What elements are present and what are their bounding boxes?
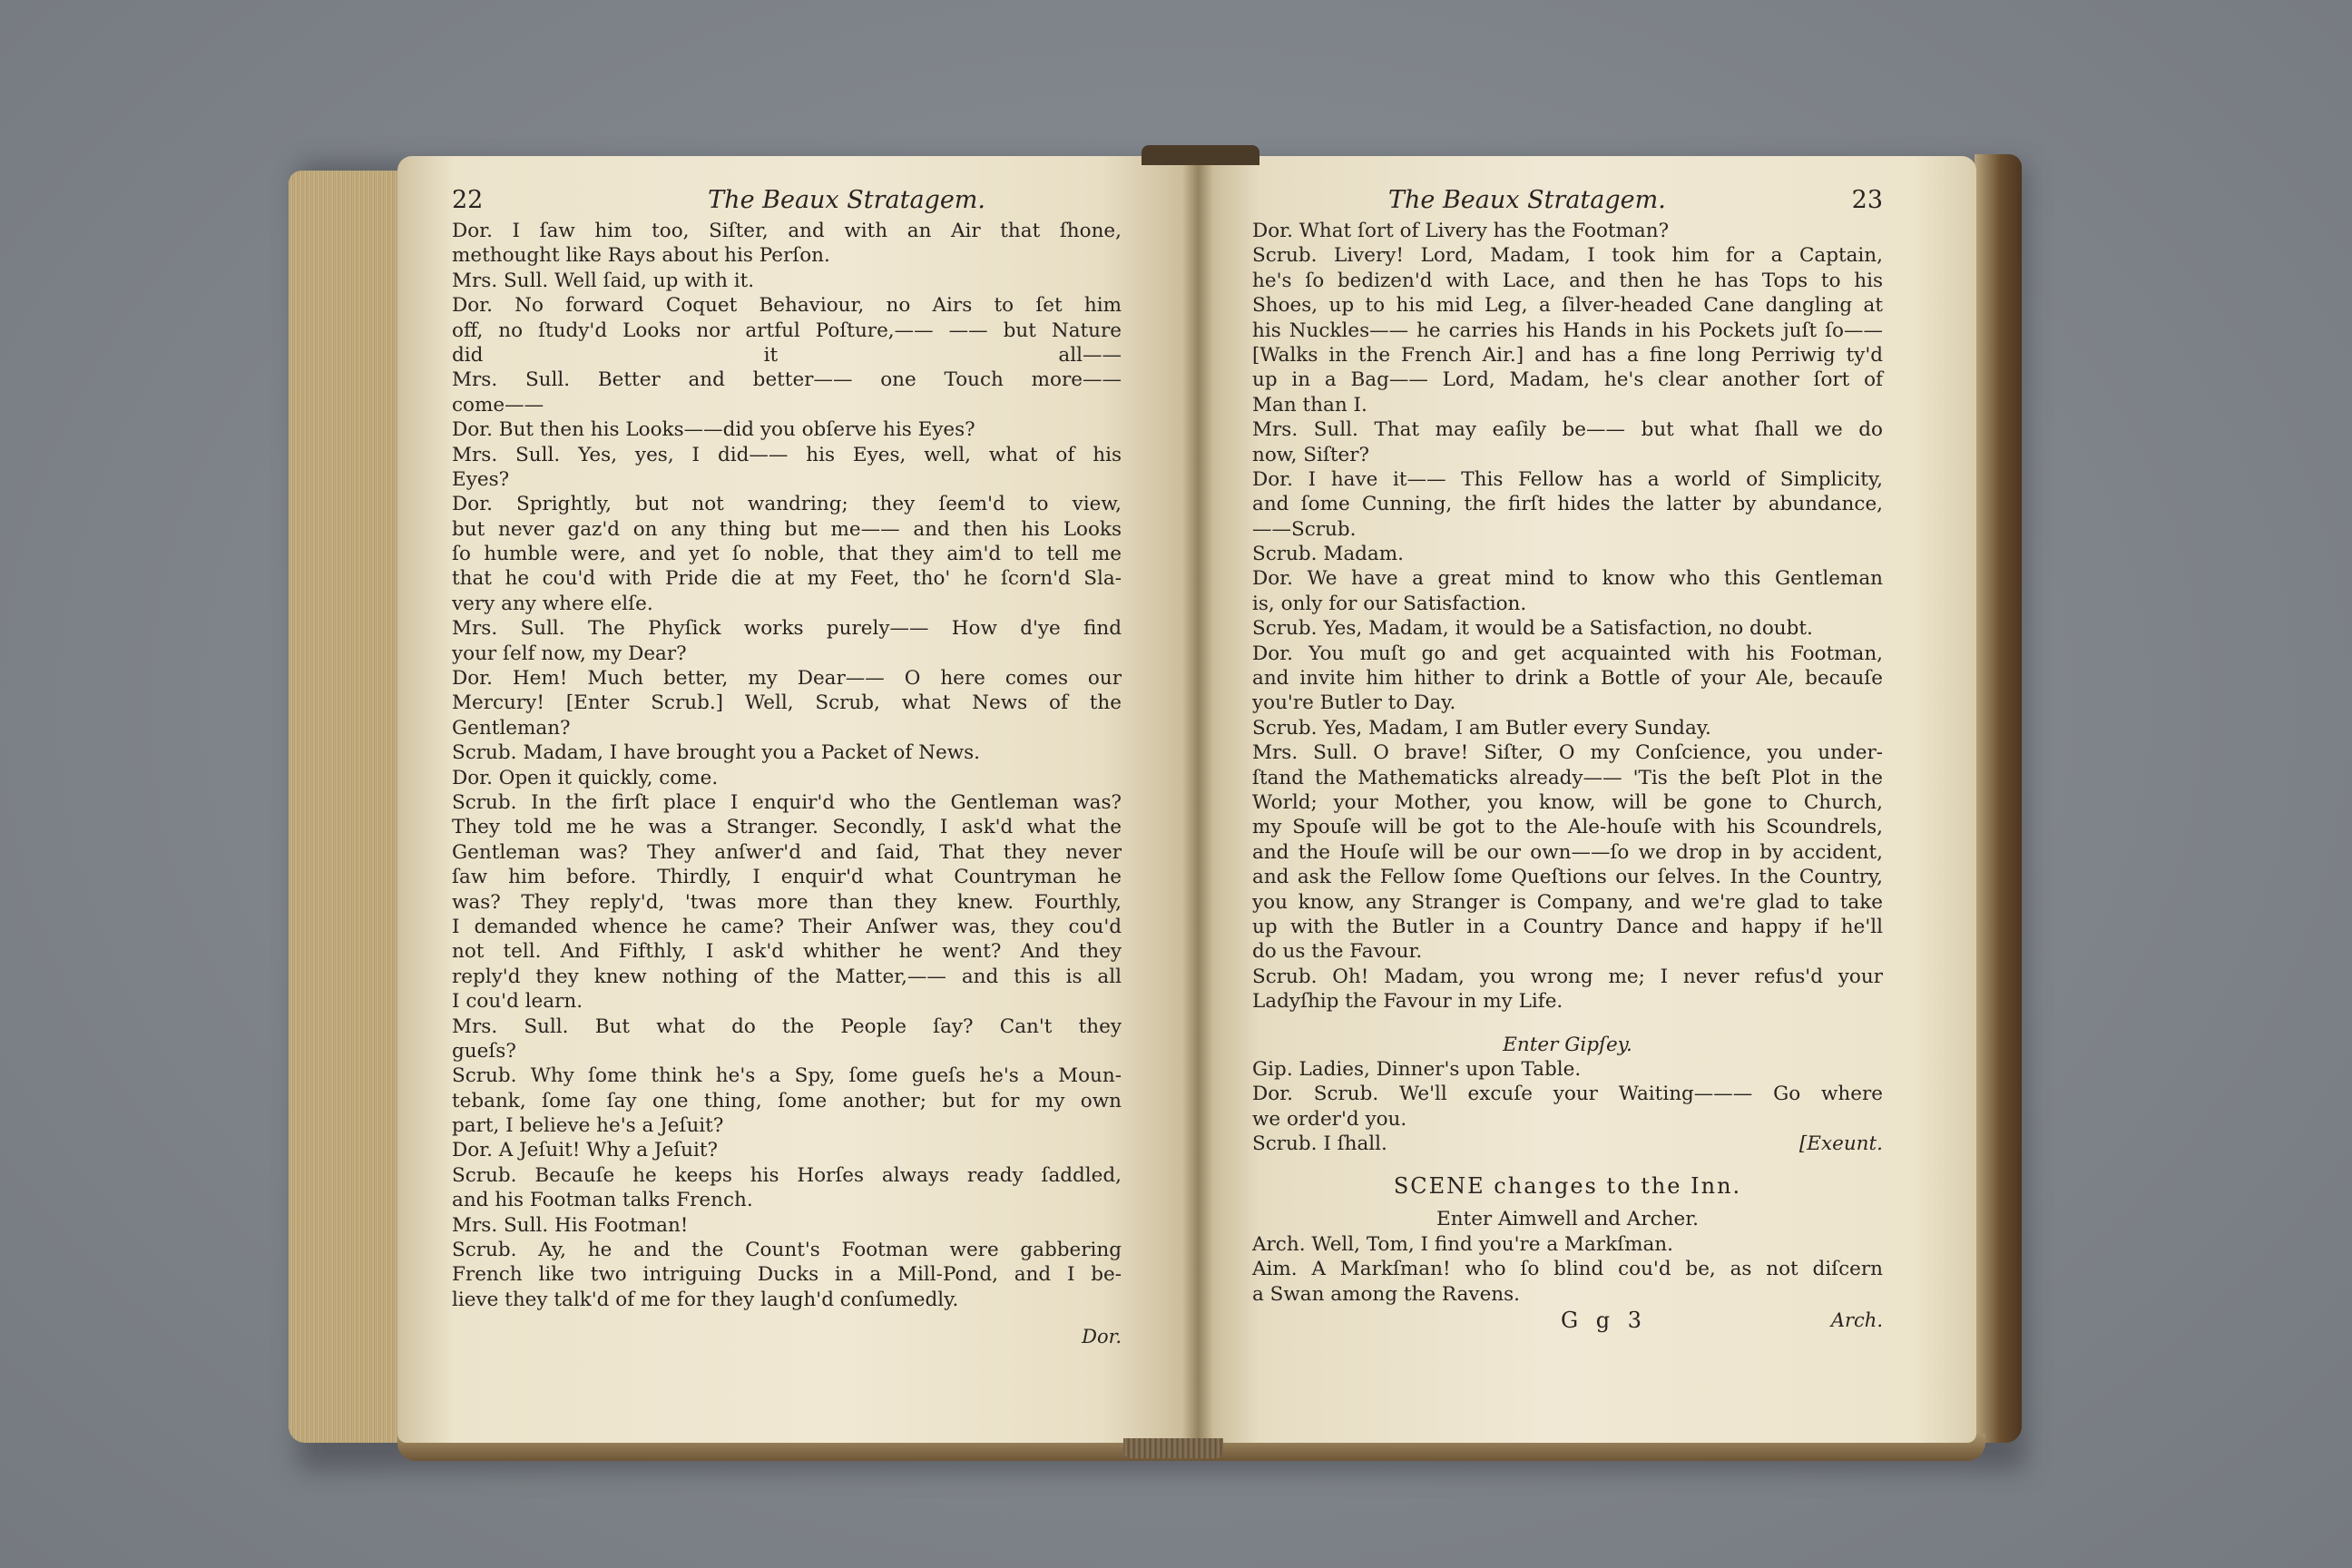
text-line: and his Footman talks French. [452, 1189, 753, 1212]
text-line: was? They reply'd, 'twas more than they knew. Fourthly, [452, 890, 1122, 914]
text-line: a Swan among the Ravens. [1252, 1282, 1521, 1306]
text-line: Mrs. Sull. The Phyſick works purely—— How d'ye find [452, 617, 1122, 641]
text-line: gueſs? [452, 1039, 516, 1063]
text-line: reply'd they knew nothing of the Matter,—— and this is all [452, 965, 1122, 988]
text-line: Ladyſhip the Favour in my Life. [1252, 990, 1563, 1014]
text-line: They told me he was a Stranger. Secondly, I ask'd what the [452, 816, 1122, 839]
left-catchword: Dor. [1082, 1326, 1122, 1348]
text-line: I cou'd learn. [452, 990, 583, 1014]
spacer [1252, 1014, 1883, 1033]
text-line: I demanded whence he came? Their Anſwer was, they cou'd [452, 915, 1122, 938]
text-line: my Spouſe will be got to the Ale-houſe with his Scoundrels, [1252, 816, 1883, 839]
text-line: Dor. Scrub. We'll excuſe your Waiting——— Go where [1252, 1083, 1883, 1106]
exit-line [1252, 1132, 1883, 1156]
text-line: off, no ſtudy'd Looks nor artful Poſture,—— —— but Nature [452, 318, 1122, 342]
text-line: Dor. You muſt go and get acquainted with his Footman, [1252, 642, 1883, 665]
spine-top [1142, 145, 1259, 165]
text-line: Scrub. Madam, I have brought you a Packet of News. [452, 741, 980, 765]
text-line: now, Siſter? [1252, 443, 1370, 466]
text-line: Mrs. Sull. Better and better—— one Touch more—— [452, 368, 1122, 392]
text-line: that he cou'd with Pride die at my Feet, tho' he ſcorn'd Sla- [452, 567, 1122, 591]
text-line: ——Scrub. [1252, 517, 1357, 541]
text-line: Dor. No forward Coquet Behaviour, no Airs to ſet him [452, 294, 1122, 318]
text-line: Mercury! [Enter Scrub.] Well, Scrub, what News of the [452, 691, 1122, 715]
right-page-number: 23 [1851, 186, 1883, 214]
left-page-lines [452, 219, 1122, 1312]
text-line: lieve they talk'd of me for they laugh'd conſumedly. [452, 1288, 959, 1311]
text-line: Mrs. Sull. His Footman! [452, 1213, 689, 1237]
text-line: we order'd you. [1252, 1107, 1407, 1131]
text-line: Gip. Ladies, Dinner's upon Table. [1252, 1057, 1582, 1081]
text-line: your ſelf now, my Dear? [452, 642, 687, 665]
text-line: Dor. A Jeſuit! Why a Jeſuit? [452, 1139, 719, 1162]
text-line: do us the Favour. [1252, 940, 1423, 964]
spine-bottom [1123, 1438, 1223, 1458]
text-line: Man than I. [1252, 393, 1367, 416]
text-line: Eyes? [452, 467, 510, 491]
text-line: you're Butler to Day. [1252, 691, 1456, 715]
text-line: you know, any Stranger is Company, and we're glad to take [1252, 890, 1883, 914]
open-book [289, 145, 2022, 1461]
page-edges-left [289, 171, 407, 1443]
text-line: Mrs. Sull. Yes, yes, I did—— his Eyes, well, what of his [452, 443, 1122, 466]
text-line: Scrub. In the firſt place I enquir'd who the Gentleman was? [452, 790, 1122, 814]
text-line: Aim. A Markſman! who ſo blind cou'd be, as not diſcern [1252, 1258, 1883, 1281]
text-line: up in a Bag—— Lord, Madam, he's clear another ſort of [1252, 368, 1883, 392]
right-catchword: Arch. [1830, 1309, 1883, 1332]
text-line: but never gaz'd on any thing but me—— and then his Looks [452, 517, 1122, 541]
text-line: Scrub. Yes, Madam, I am Butler every Sunday. [1252, 716, 1711, 740]
text-line: he's ſo bedizen'd with Lace, and then he has Tops to his [1252, 269, 1883, 292]
text-line: Dor. But then his Looks——did you obſerve his Eyes? [452, 418, 975, 442]
text-line: Mrs. Sull. But what do the People ſay? Can't they [452, 1014, 1122, 1038]
text-line: up with the Butler in a Country Dance and happy if he'll [1252, 915, 1883, 938]
scene-heading: SCENE changes to the Inn. [1393, 1173, 1742, 1200]
text-line: Dor. Open it quickly, come. [452, 766, 719, 789]
right-footer [1252, 1308, 1883, 1333]
right-page-lines-3 [1252, 1232, 1883, 1307]
text-line: Scrub. Livery! Lord, Madam, I took him for a Captain, [1252, 244, 1883, 268]
text-line: not tell. And Fifthly, I ask'd whither he went? And they [452, 940, 1122, 964]
left-running-title: The Beaux Stratagem. [708, 186, 985, 214]
text-line: Mrs. Sull. Well ſaid, up with it. [452, 269, 755, 292]
right-running-head [1252, 188, 1883, 217]
text-line: and invite him hither to drink a Bottle of your Ale, becauſe [1252, 667, 1883, 691]
book-gutter [1182, 152, 1213, 1450]
text-line: Scrub. Ay, he and the Count's Footman were gabbering [452, 1239, 1122, 1262]
signature-mark: G g 3 [1561, 1308, 1648, 1334]
right-running-title: The Beaux Stratagem. [1388, 186, 1666, 214]
stage-direction-enter-gipsey: Enter Gipſey. [1503, 1033, 1632, 1056]
text-line: Gentleman was? They anſwer'd and ſaid, That they never [452, 840, 1122, 864]
spacer [1252, 1156, 1883, 1174]
text-line: ſtand the Mathematicks already—— 'Tis the beſt Plot in the [1252, 766, 1883, 789]
text-line: part, I believe he's a Jeſuit? [452, 1114, 724, 1138]
left-footer [452, 1325, 1122, 1349]
text-line: Scrub. Yes, Madam, it would be a Satisfaction, no doubt. [1252, 617, 1813, 641]
text-line: Dor. I have it—— This Fellow has a world of Simplicity, [1252, 467, 1883, 491]
text-line: Arch. Well, Tom, I find you're a Markſman. [1252, 1232, 1673, 1256]
text-line: did it all—— [452, 343, 1122, 367]
text-line: Gentleman? [452, 716, 571, 740]
text-line: Mrs. Sull. That may eaſily be—— but what ſhall we do [1252, 418, 1883, 442]
left-page-number: 22 [452, 186, 484, 214]
left-page [397, 156, 1198, 1443]
text-line: ſo humble were, and yet ſo noble, that they aim'd to tell me [452, 543, 1122, 566]
stage-direction-enter-aimwell: Enter Aimwell and Archer. [1436, 1208, 1699, 1231]
left-running-head [452, 188, 1122, 217]
text-line: and ask the Fellow ſome Queſtions our ſelves. In the Country, [1252, 866, 1883, 889]
text-line: Shoes, up to his mid Leg, a ſilver-headed Cane dangling at [1252, 294, 1883, 318]
text-line: Scrub. Why ſome think he's a Spy, ſome gueſs he's a Moun- [452, 1064, 1122, 1088]
text-line: Scrub. Oh! Madam, you wrong me; I never refus'd your [1252, 965, 1883, 988]
text-line: Mrs. Sull. O brave! Siſter, O my Conſcience, you under- [1252, 741, 1883, 765]
text-line: Dor. I ſaw him too, Siſter, and with an Air that ſhone, [452, 220, 1122, 242]
text-line: Dor. Sprightly, but not wandring; they ſeem'd to view, [452, 493, 1122, 516]
text-line: [Walks in the French Air.] and has a fine long Perriwig ty'd [1252, 343, 1883, 367]
text-line: tebank, ſome ſay one thing, ſome another; but for my own [452, 1089, 1122, 1112]
text-line: Dor. We have a great mind to know who this Gentleman [1252, 567, 1883, 591]
text-line: come—— [452, 393, 544, 416]
text-line: Scrub. Madam. [1252, 543, 1404, 566]
text-line: ſaw him before. Thirdly, I enquir'd what Countryman he [452, 866, 1122, 889]
book-cover-right [1975, 154, 2022, 1443]
left-page-text [452, 188, 1122, 1350]
text-line: Dor. Hem! Much better, my Dear—— O here comes our [452, 667, 1122, 691]
text-line: French like two intriguing Ducks in a Mill-Pond, and I be- [452, 1263, 1122, 1287]
text-line: Dor. What ſort of Livery has the Footman? [1252, 220, 1670, 242]
right-page-lines [1252, 219, 1883, 1014]
right-page-text [1252, 188, 1883, 1333]
text-line: methought like Rays about his Perſon. [452, 244, 830, 268]
exit-stage-direction: [Exeunt. [1798, 1132, 1883, 1156]
exit-line-speech: Scrub. I ſhall. [1252, 1132, 1387, 1156]
right-page-lines-2 [1252, 1057, 1883, 1132]
text-line: Scrub. Becauſe he keeps his Horſes always ready ſaddled, [452, 1163, 1122, 1187]
text-line: very any where elſe. [452, 592, 653, 615]
text-line: is, only for our Satisfaction. [1252, 592, 1527, 615]
right-page [1198, 156, 1976, 1443]
text-line: World; your Mother, you know, will be gone to Church, [1252, 790, 1883, 814]
text-line: his Nuckles—— he carries his Hands in his Pockets juſt ſo—— [1252, 318, 1883, 342]
text-line: and ſome Cunning, the firſt hides the latter by abundance, [1252, 493, 1883, 516]
text-line: and the Houſe will be our own——ſo we drop in by accident, [1252, 840, 1883, 864]
